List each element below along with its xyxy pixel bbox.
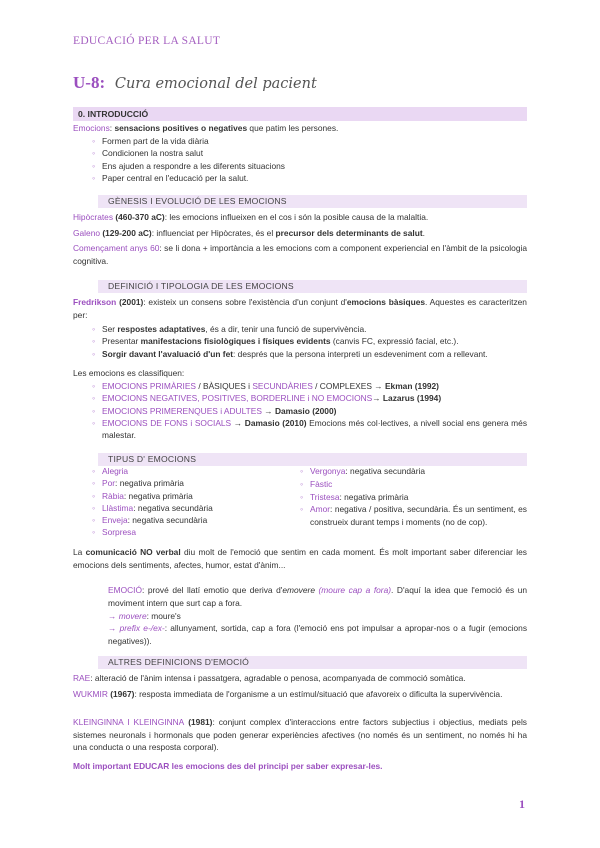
- list-item: ◦ Alegria: [92, 465, 292, 477]
- wukmir-paragraph: WUKMIR (1967): resposta immediata de l'organisme a un estímul/situació que afavoreix o dificulta la supervivència.: [73, 689, 503, 699]
- unit-name: Cura emocional del pacient: [114, 76, 317, 92]
- emocions-term: Emocions: [73, 123, 110, 133]
- list-item: ◦ Ràbia: negativa primària: [92, 490, 292, 502]
- intro-lead: Emocions: sensacions positives o negatives que patim les persones.: [73, 123, 339, 133]
- closing-note: Molt important EDUCAR les emocions des del principi per saber expresar-les.: [73, 761, 383, 771]
- list-item: ◦ Sorpresa: [92, 526, 292, 538]
- fredrikson-paragraph: Fredrikson (2001): existeix un consens sobre l'existència d'un conjunt d'emocions bàsiques. Aquestes es caracteritzen per:: [73, 297, 527, 320]
- kleinginna-paragraph: KLEINGINNA I KLEINGINNA (1981): conjunt complex d'interaccions entre factors subjectius i objectius, mediats pels sistemes neuronals i hormonals que poden generar experiències afectives (no només és un sentiment, no només hi ha una conducta o una resposta corporal).: [73, 717, 527, 753]
- list-item: ◦ Formen part de la vida diària: [92, 135, 522, 147]
- etymology-prefix: → prefix e-/ex-: allunyament, sortida, cap a fora (l'emoció ens pot impulsar a apropar-nos o a fugir (emocions negatives)).: [108, 623, 528, 647]
- list-item: ◦ Ser respostes adaptatives, és a dir, tenir una funció de supervivència.: [92, 323, 527, 335]
- unit-code: U-8:: [73, 73, 106, 92]
- section-definition-heading: DEFINICIÓ I TIPOLOGIA DE LES EMOCIONS: [98, 280, 527, 293]
- list-item: ◦ Llàstima: negativa secundària: [92, 502, 292, 514]
- list-item: ◦ Amor: negativa / positiva, secundària. És un sentiment, es construeix durant temps i moments (no de cop).: [300, 503, 527, 529]
- types-left-list: [92, 465, 292, 539]
- list-item: ◦ EMOCIONS NEGATIVES, POSITIVES, BORDERLINE i NO EMOCIONS→ Lazarus (1994): [92, 392, 527, 404]
- nonverbal-paragraph: La comunicació NO verbal diu molt de l'emoció que sentim en cada moment. És molt important saber diferenciar les emocions dels sentiments, afectes, humor, estat d'ànim...: [73, 547, 527, 570]
- list-item: ◦ Paper central en l'educació per la salut.: [92, 172, 522, 184]
- types-right-list: [300, 465, 527, 529]
- unit-title: [73, 73, 317, 93]
- list-item: ◦ Tristesa: negativa primària: [300, 491, 527, 504]
- section-intro-heading: 0. INTRODUCCIÓ: [73, 107, 527, 121]
- list-item: ◦ Enveja: negativa secundària: [92, 514, 292, 526]
- rae-line: RAE: alteració de l'ànim intensa i passatgera, agradable o penosa, acompanyada de commoció somàtica.: [73, 673, 466, 683]
- list-item: ◦ EMOCIONS DE FONS i SOCIALS → Damasio (2010) Emocions més col·lectives, a nivell social ens genera més malestar.: [92, 417, 527, 442]
- intro-bullets: [92, 135, 522, 184]
- section-types-heading: TIPUS D' EMOCIONS: [98, 453, 527, 466]
- list-item: ◦ EMOCIONS PRIMERENQUES i ADULTES → Damasio (2000): [92, 405, 527, 417]
- list-item: ◦ Sorgir davant l'avaluació d'un fet: després que la persona interpreti un esdeveniment com a rellevant.: [92, 348, 527, 360]
- hippocrates-line: Hipòcrates (460-370 aC): les emocions influeixen en el cos i són la posible causa de la malaltia.: [73, 212, 429, 222]
- intro-bold: sensacions positives o negatives: [114, 123, 248, 133]
- list-item: ◦ Vergonya: negativa secundària: [300, 465, 527, 478]
- page-number: 1: [519, 797, 525, 811]
- list-item: ◦ Condicionen la nostra salut: [92, 147, 522, 159]
- list-item: ◦ Fàstic: [300, 478, 527, 491]
- running-header: EDUCACIÓ PER LA SALUT: [73, 35, 221, 47]
- list-item: ◦ Por: negativa primària: [92, 477, 292, 489]
- list-item: ◦ EMOCIONS PRIMÀRIES / BÀSIQUES i SECUNDÀRIES / COMPLEXES → Ekman (1992): [92, 380, 527, 392]
- etymology-movere: → movere: moure's: [108, 610, 181, 621]
- galeno-line: Galeno (129-200 aC): influenciat per Hipòcrates, és el precursor dels determinants de salut.: [73, 228, 425, 238]
- etymology-block: [108, 584, 527, 648]
- classes-list: [92, 380, 527, 441]
- section-genesis-heading: GÈNESIS I EVOLUCIÓ DE LES EMOCIONS: [98, 195, 527, 208]
- traits-list: [92, 323, 527, 360]
- sixties-paragraph: Començament anys 60: se li dona + importància a les emocions com a component experiencial en l'àmbit de la psicologia cognitiva.: [73, 243, 527, 266]
- section-other-defs-heading: ALTRES DEFINICIONS D'EMOCIÓ: [98, 656, 527, 669]
- etymology-main: EMOCIÓ: prové del llatí emotio que deriva d'emovere (moure cap a fora). D'aquí la idea que l'emoció és un moviment intern que surt cap a fora.: [108, 585, 528, 608]
- list-item: ◦ Presentar manifestacions fisiològiques i físiques evidents (canvis FC, expressió facial, etc.).: [92, 335, 527, 347]
- classify-intro: Les emocions es classifiquen:: [73, 368, 185, 378]
- list-item: ◦ Ens ajuden a respondre a les diferents situacions: [92, 160, 522, 172]
